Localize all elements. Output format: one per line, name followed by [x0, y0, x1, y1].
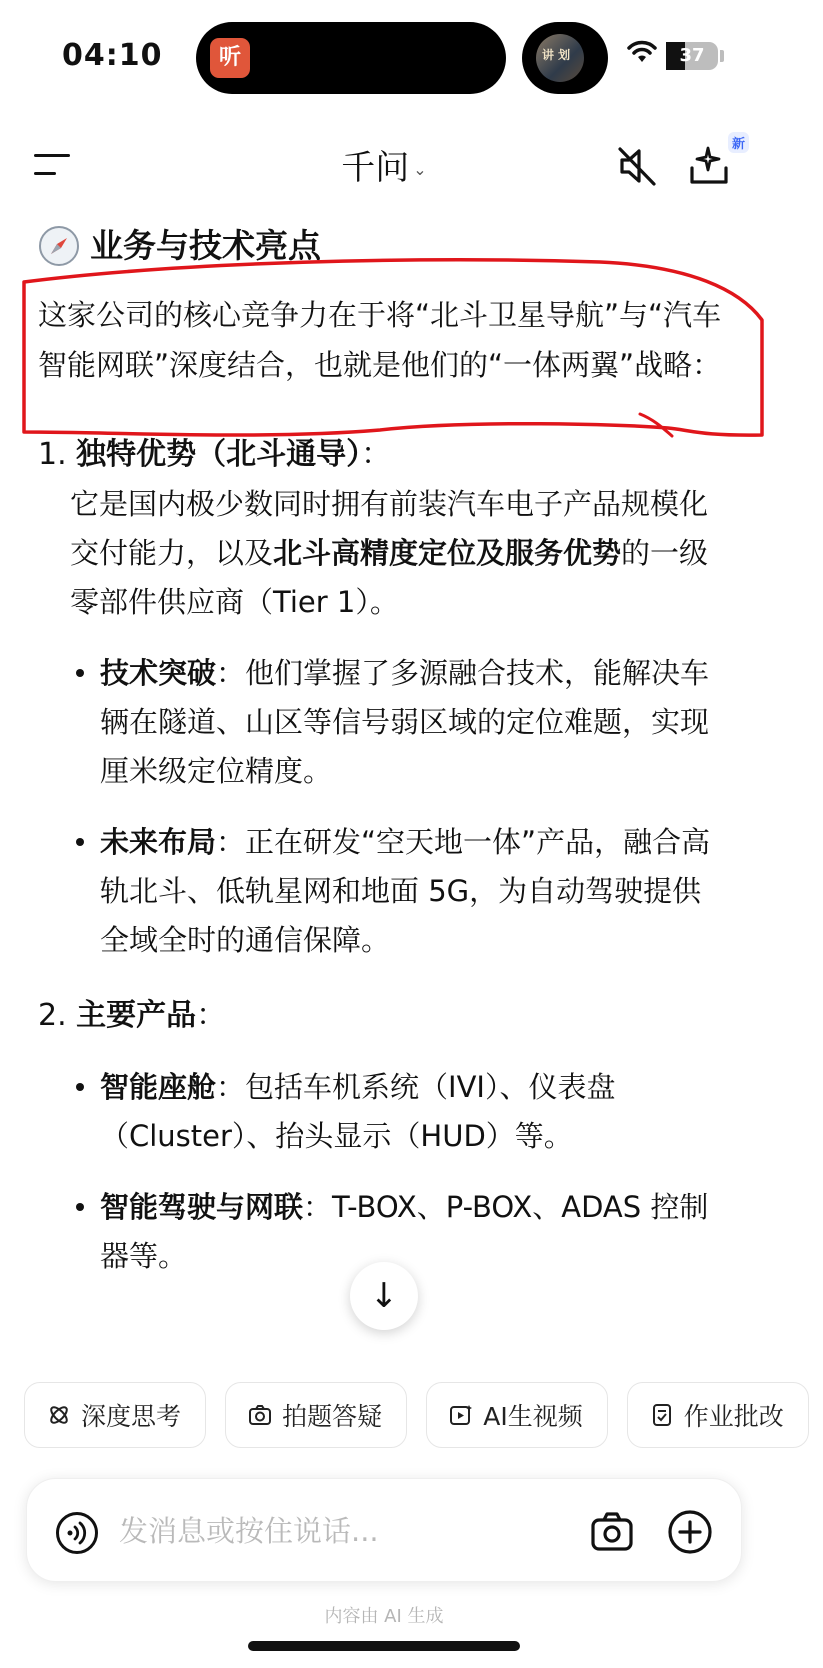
body-text: 它是国内极少数同时拥有前装汽车电子产品规模化交付能力，以及: [70, 487, 709, 570]
body-text: 的一级零部件供应商（Tier 1）。: [70, 536, 709, 619]
model-selector[interactable]: [341, 148, 426, 188]
ai-video-icon: [449, 1403, 473, 1427]
chevron-down-icon: ⌄: [413, 160, 427, 179]
chip-homework[interactable]: [627, 1382, 809, 1448]
bullet-item: [100, 649, 724, 796]
chip-label: 深度思考: [81, 1402, 182, 1431]
bullet-text: ：包括车机系统（IVI）、仪表盘（Cluster）、抬头显示（HUD）等。: [100, 1070, 616, 1153]
list-number: 1.: [38, 437, 67, 472]
bullet-label: 未来布局: [100, 825, 217, 859]
voice-icon[interactable]: [55, 1511, 99, 1555]
page-title: 千问: [341, 148, 410, 188]
chip-label: 作业批改: [683, 1402, 784, 1431]
bullet-item: [100, 1183, 724, 1281]
bullet-item: [100, 1063, 724, 1161]
home-indicator[interactable]: [248, 1641, 520, 1651]
scroll-down-button[interactable]: [350, 1262, 418, 1330]
bullet-item: [100, 818, 724, 965]
list-item-body: [70, 480, 718, 627]
plus-icon[interactable]: [667, 1509, 713, 1555]
battery-nub: [720, 50, 724, 62]
homework-icon: [650, 1403, 674, 1427]
list-item-title: 主要产品: [76, 998, 197, 1033]
bullet-text: ：他们掌握了多源融合技术，能解决车辆在隧道、山区等信号弱区域的定位难题，实现厘米级定位精度。: [100, 656, 710, 788]
message-composer: [26, 1478, 742, 1582]
listening-app-icon[interactable]: 听: [210, 38, 250, 78]
bullet-label: 技术突破: [100, 656, 217, 690]
quick-action-chips: [24, 1382, 784, 1448]
body-bold-text: 北斗高精度定位及服务优势: [273, 536, 622, 570]
chat-message: [38, 222, 738, 1281]
chip-deep-think[interactable]: [24, 1382, 206, 1448]
chip-label: 拍题答疑: [282, 1402, 383, 1431]
now-playing-island[interactable]: [522, 22, 608, 94]
mute-icon[interactable]: [612, 142, 660, 190]
status-time: 04:10: [62, 38, 163, 73]
deep-think-icon: [47, 1403, 71, 1427]
intro-paragraph: 这家公司的核心竞争力在于将“北斗卫星导航”与“汽车智能网联”深度结合，也就是他们的“一体两翼”战略：: [38, 298, 722, 382]
list-item-heading-1: [38, 430, 738, 480]
dynamic-island[interactable]: [196, 22, 506, 94]
battery-icon: [666, 42, 718, 70]
chip-ai-video[interactable]: [426, 1382, 607, 1448]
album-art-icon: [536, 34, 584, 82]
chip-label: AI生视频: [483, 1402, 583, 1431]
bullet-text: ：T-BOX、P-BOX、ADAS 控制器等。: [100, 1190, 709, 1273]
new-badge: 新: [728, 132, 749, 153]
bullet-label: 智能座舱: [100, 1070, 217, 1104]
battery-percent: 37: [679, 45, 705, 66]
album-art-text: 讲 划: [542, 48, 571, 62]
wifi-icon: [627, 40, 657, 64]
ai-generated-note: 内容由 AI 生成: [324, 1606, 444, 1627]
compass-icon: [38, 225, 80, 267]
content-fade: [0, 1340, 768, 1370]
list-number: 2.: [38, 998, 67, 1033]
section-title: 业务与技术亮点: [90, 226, 321, 265]
status-bar: [0, 0, 768, 110]
bullet-label: 智能驾驶与网联: [100, 1190, 304, 1224]
bullet-text: ：正在研发“空天地一体”产品，融合高轨北斗、低轨星网和地面 5G，为自动驾驶提供全域全时的通信保障。: [100, 825, 711, 957]
chip-photo-question[interactable]: [225, 1382, 407, 1448]
list-item-colon: ：: [196, 998, 227, 1033]
list-item-title: 独特优势（北斗通导）: [76, 437, 362, 472]
list-item-heading-2: [38, 991, 738, 1041]
camera-icon[interactable]: [589, 1509, 635, 1555]
section-heading: [38, 222, 738, 270]
app-header: [0, 118, 768, 210]
message-input[interactable]: [119, 1505, 499, 1557]
arrow-down-icon: ↓: [369, 1276, 399, 1316]
list-item-colon: ：: [361, 437, 392, 472]
photo-question-icon: [248, 1403, 272, 1427]
